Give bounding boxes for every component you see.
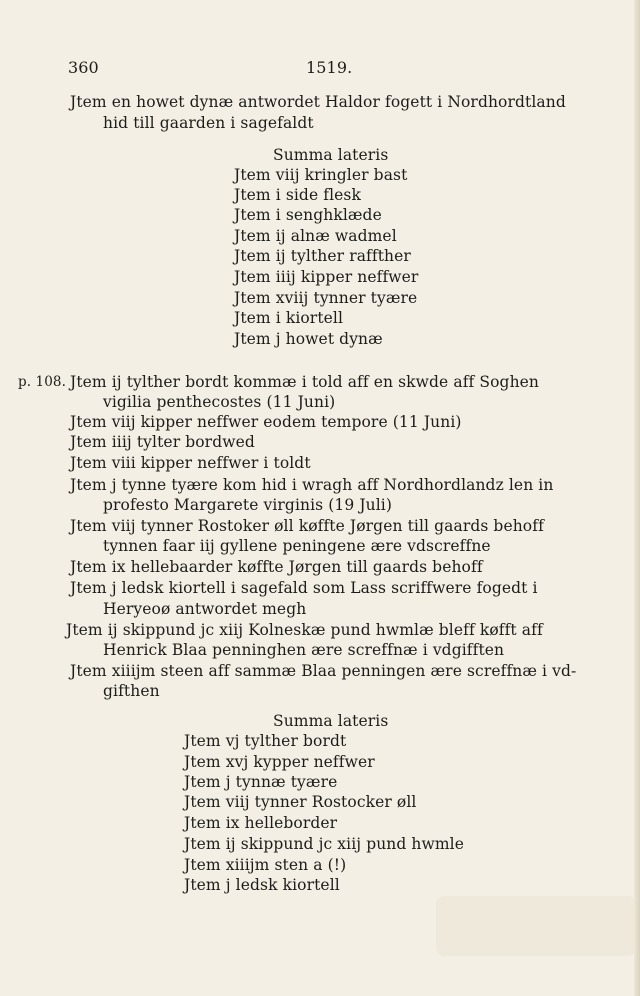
summa-item: Jtem j howet dynæ xyxy=(234,330,383,348)
text-line: Jtem viij kipper neffwer eodem tempore (11 Juni) xyxy=(70,413,462,431)
summa-item: Jtem xvj kypper neffwer xyxy=(184,753,375,771)
text-line: Jtem en howet dynæ antwordet Haldor fogett i Nordhordtland xyxy=(70,93,566,111)
summa-item: Jtem viij kringler bast xyxy=(234,166,408,184)
summa-item: Jtem xiiijm sten a (!) xyxy=(184,856,347,874)
summa-heading: Summa lateris xyxy=(273,712,389,730)
text-line: gifthen xyxy=(103,682,160,700)
page-edge-shading xyxy=(634,0,640,996)
text-line: Heryeoø antwordet megh xyxy=(103,600,307,618)
summa-item: Jtem ij skippund jc xiij pund hwmle xyxy=(184,835,465,853)
summa-item: Jtem ij tylther raffther xyxy=(234,247,411,265)
text-line: Jtem viii kipper neffwer i toldt xyxy=(70,454,311,472)
page-year: 1519. xyxy=(306,58,353,77)
summa-heading: Summa lateris xyxy=(273,146,389,164)
text-line: vigilia penthecostes (11 Juni) xyxy=(103,393,336,411)
summa-item: Jtem i kiortell xyxy=(234,309,344,327)
text-line: hid till gaarden i sagefaldt xyxy=(103,114,314,132)
page-corner-shading xyxy=(436,896,636,956)
text-line: tynnen faar iij gyllene peningene ære vdscreffne xyxy=(103,537,491,555)
text-line: Jtem j tynne tyære kom hid i wragh aff Nordhordlandz len in xyxy=(70,476,554,494)
summa-item: Jtem i senghklæde xyxy=(234,206,382,224)
summa-item: Jtem ij alnæ wadmel xyxy=(234,227,397,245)
summa-item: Jtem xviij tynner tyære xyxy=(234,289,418,307)
page-number: 360 xyxy=(68,58,99,77)
summa-item: Jtem vj tylther bordt xyxy=(184,732,347,750)
summa-item: Jtem ix helleborder xyxy=(184,814,338,832)
text-line: Jtem viij tynner Rostoker øll køffte Jørgen till gaards behoff xyxy=(70,517,544,535)
text-line: Henrick Blaa penninghen ære screffnæ i vdgifften xyxy=(103,641,505,659)
summa-item: Jtem j ledsk kiortell xyxy=(184,876,340,894)
margin-page-reference: p. 108. xyxy=(18,374,66,390)
text-line: Jtem xiiijm steen aff sammæ Blaa penningen ære screffnæ i vd- xyxy=(70,662,577,680)
summa-item: Jtem iiij kipper neffwer xyxy=(234,268,419,286)
summa-item: Jtem viij tynner Rostocker øll xyxy=(184,793,417,811)
text-line: Jtem ix hellebaarder køffte Jørgen till gaards behoff xyxy=(70,558,483,576)
text-line: profesto Margarete virginis (19 Juli) xyxy=(103,496,392,514)
text-line: Jtem ij tylther bordt kommæ i told aff en skwde aff Soghen xyxy=(70,373,540,391)
text-line: Jtem ij skippund jc xiij Kolneskæ pund hwmlæ bleff køfft aff xyxy=(66,621,543,639)
text-line: Jtem j ledsk kiortell i sagefald som Lass scriffwere fogedt i xyxy=(70,579,538,597)
summa-item: Jtem j tynnæ tyære xyxy=(184,773,338,791)
text-line: Jtem iiij tylter bordwed xyxy=(70,433,255,451)
summa-item: Jtem i side flesk xyxy=(234,186,361,204)
